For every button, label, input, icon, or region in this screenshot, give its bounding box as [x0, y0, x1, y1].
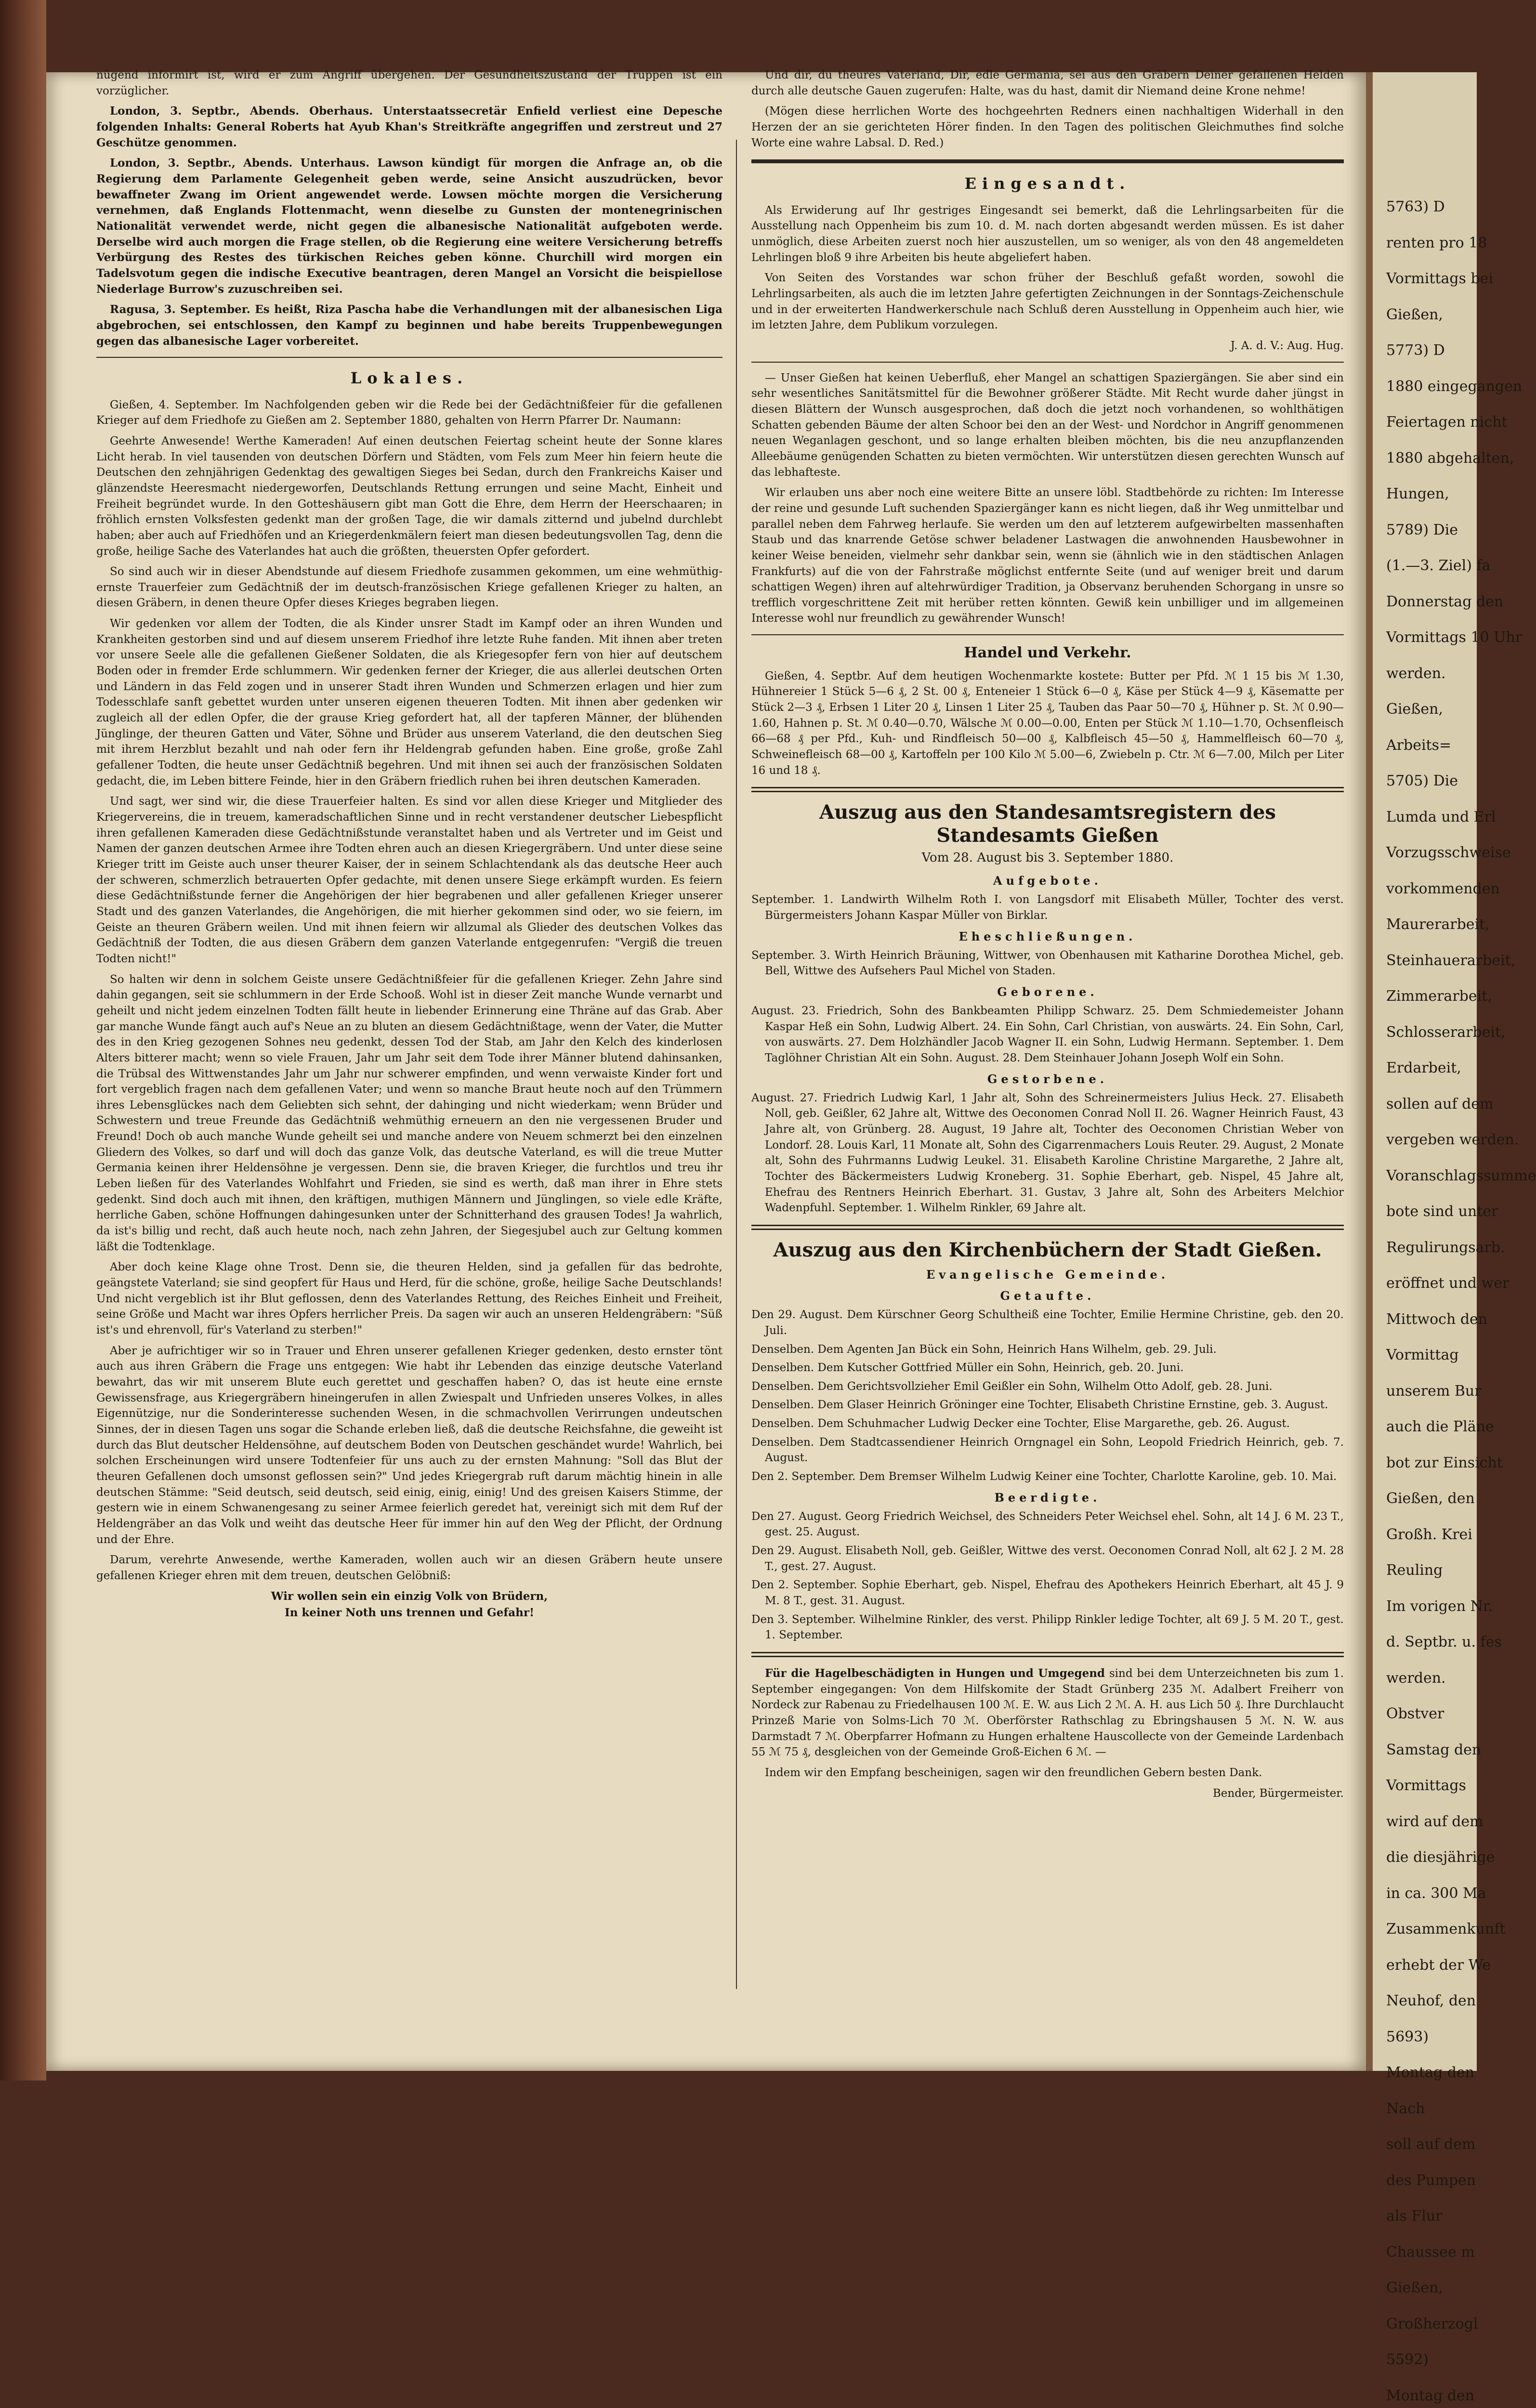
register-entry: Denselben. Dem Glaser Heinrich Gröninger eine Tochter, Elisabeth Christine Ernstine, geb. 3. August. — [751, 1399, 1328, 1412]
register-entry: Den 3. September. Wilhelmine Rinkler, des verst. Philipp Rinkler ledige Tochter, alt 69 J. 5 M. 20 T., gest. 1. September. — [751, 1613, 1344, 1642]
adjacent-page-fragment: d. Septbr. u. fes — [1386, 1634, 1502, 1650]
lokales-paragraph: Aber je aufrichtiger wir so in Trauer und Ehren unserer gefallenen Krieger gedenken, desto ernster tönt auch aus ihren Gräbern die Frage uns entgegen: Wie habt ihr Lebenden das einzige deutsche Vaterland bewahrt, das wir mit unserem Blute euch gerettet und geschaffen haben? O, das ist heute eine ernste Gewissensfrage, aus Kriegergräbern hineingerufen in allen Zwiespalt und Unfrieden unseres Volkes, in alles Eigennützige, nur die Sonderinteresse suchenden Wesen, in die schmachvollen Verirrungen undeutschen Sinnes, der in diesen Tagen uns sogar die Schande erleben ließ, daß die deutsche Reichsfahne, die geweiht ist durch das Blut deutscher Heldensöhne, auf deutschem Boden von Deutschen geschändet wurde! Wahrlich, bei solchen Erscheinungen wird unsere Todtenfeier für uns auch zu der ernsten Mahnung: "Soll das Blut der theuren Gefallenen doch umsonst geflossen sein?" Und jedes Kriegergrab ruft darum mächtig hinein in alle deutschen Stämme: "Seid deutsch, seid deutsch, seid einig, einig, einig! Und des greisen Kaisers Stimme, der gestern wie in einem Schwanengesang zu seiner Armee feierlich geredet hat, vereinigt sich mit dem Ruf der Heldengräber an das Volk und weiht das deutsche Heer für immer hin auf den Weg der Pflicht, der Ordnung und der Ehre. — [96, 1344, 722, 1546]
hagel-signature: Bender, Bürgermeister. — [1212, 1787, 1344, 1800]
hagel-notice — [751, 1666, 1344, 1760]
section-rule — [751, 634, 1344, 635]
register-entry: September. 1. Landwirth Wilhelm Roth I. von Langsdorf mit Elisabeth Müller, Tochter des verst. Bürgermeisters Johann Kaspar Müller von Birklar. — [751, 893, 1344, 922]
section-heading-handel: Handel und Verkehr. — [964, 644, 1131, 662]
adjacent-page-fragment: Gießen, — [1386, 2279, 1443, 2296]
adjacent-page-fragment: Montag den — [1386, 2064, 1475, 2081]
handel-paragraph: Gießen, 4. Septbr. Auf dem heutigen Wochenmarkte kostete: Butter per Pfd. ℳ 1 15 bis ℳ 1.30, Hühnereier 1 Stück 5—6 ₰, 2 St. 00 ₰, Enteneier 1 Stück 6—0 ₰, Käse per Stück 4—9 ₰, Käsematte per Stück 2—3 ₰, Erbsen 1 Liter 20 ₰, Linsen 1 Liter 25 ₰, Tauben das Paar 50—70 ₰, Hühner p. St. ℳ 0.90—1.60, Hahnen p. St. ℳ 0.40—0.70, Wälsche ℳ 0.00—0.00, Enten per Stück ℳ 1.10—1.70, Ochsenfleisch 66—68 ₰ per Pfd., Kuh- und Rindfleisch 50—00 ₰, Kalbfleisch 45—50 ₰, Hammelfleisch 60—70 ₰, Schweinefleisch 68—00 ₰, Kartoffeln per 100 Kilo ℳ 5.00—6, Zwiebeln p. Ctr. ℳ 6—7.00, Milch per Liter 16 und 18 ₰. — [751, 669, 1344, 777]
register-entry: Den 27. August. Georg Friedrich Weichsel, des Schneiders Peter Weichsel ehel. Sohn, alt 14 J. 6 M. 23 T., gest. 25. August. — [751, 1510, 1344, 1539]
adjacent-page-fragment: Chaussee m — [1386, 2243, 1475, 2261]
adjacent-page-fragment: als Flur — [1386, 2208, 1443, 2225]
adjacent-page-fragment: Gießen, den — [1386, 1490, 1475, 1507]
standesamt-heading: Auszug aus den Standesamtsregistern des Standesamts Gießen — [819, 801, 1276, 847]
adjacent-page-fragment: Im vorigen Nr. — [1386, 1597, 1493, 1615]
adjacent-page-fragment: in ca. 300 Ma — [1386, 1885, 1486, 1902]
lokales-paragraph: Gießen, 4. September. Im Nachfolgenden geben wir die Rede bei der Gedächtnißfeier für die gefallenen Krieger auf dem Friedhofe zu Gießen am 2. September 1880, gehalten von Herrn Pfarrer Dr. Naumann: — [96, 398, 722, 427]
adjacent-page-fragment: Samstag den — [1386, 1741, 1482, 1758]
telegram-paragraph: Ragusa, 3. September. Es heißt, Riza Pascha habe die Verhandlungen mit der albanesischen Liga abgebrochen, sei entschlossen, den Kampf zu beginnen und habe bereits Truppenbewegungen gegen das albanesische Lager vorbereitet. — [96, 303, 722, 348]
spaziergaenge-paragraph: Wir erlauben uns aber noch eine weitere Bitte an unsere löbl. Stadtbehörde zu richten: Im Interesse der reine und gesunde Luft suchenden Spaziergänger kann es nicht liegen, daß ihr Weg unmittelbar und parallel neben dem Fahrweg herlaufe. Sie werden um den auf letzterem aufgewirbelten massenhaften Staub und das knarrende Getöse schwer beladener Lastwagen die anwohnenden Hausbewohner in keiner Weise beneiden, vielmehr sehr dankbar sein, wenn sie (ähnlich wie in den städtischen Anlagen Frankfurts) auf die von der Fahrstraße möglichst entfernte Seite (und auf weniger breit und darum schattigen Wegen) ihren auf altehrwürdiger Tradition, ja Observanz beruhenden Schorgang in unsre so trefflich vorgeschrittene Zeit mit herüber retten könnten. Gewiß kein unbilliger und im allgemeinen Interesse wohl nur freundlich zu gewährender Wunsch! — [751, 486, 1344, 625]
section-heading-eingesandt: Eingesandt. — [964, 174, 1131, 193]
section-rule — [751, 1652, 1344, 1657]
adjacent-page-fragment: erhebt der We — [1386, 1956, 1491, 1974]
register-entry: Den 29. August. Elisabeth Noll, geb. Geißler, Wittwe des verst. Oeconomen Conrad Noll, alt 62 J. 2 M. 28 T., gest. 27. August. — [751, 1544, 1344, 1573]
column-divider — [736, 140, 737, 1989]
adjacent-page-fragment: auch die Pläne — [1386, 1418, 1494, 1435]
register-entry: Den 2. September. Sophie Eberhart, geb. Nispel, Ehefrau des Apothekers Heinrich Eberhart, alt 45 J. 9 M. 8 T., gest. 31. August. — [751, 1579, 1344, 1608]
adjacent-page-fragment: Voranschlagssumme — [1386, 1167, 1536, 1184]
adjacent-page-fragment: Zimmerarbeit, — [1386, 988, 1492, 1005]
editor-note: (Mögen diese herrlichen Worte des hochgeehrten Redners einen nachhaltigen Widerhall in den Herzen der an sie gerichteten Hörer finden. In den Tagen des politischen Gleichmuthes find solche Worte eine wahre Labsal. D. Red.) — [751, 105, 1344, 149]
lokales-paragraph: So sind auch wir in dieser Abendstunde auf diesem Friedhofe zusammen gekommen, um eine wehmüthig-ernste Trauerfeier zum Gedächtniß der im deutsch-französischen Kriege gefallenen Krieger zu halten, an diesen Gräbern, in denen theure Opfer dieses Krieges begraben liegen. — [96, 565, 722, 610]
hagel-closing: Indem wir den Empfang bescheinigen, sagen wir den freundlichen Gebern besten Dank. — [765, 1767, 1262, 1780]
lokales-paragraph: Wir gedenken vor allem der Todten, die als Kinder unsrer Stadt im Kampf oder an ihren Wunden und Krankheiten gestorben sind und auf diesem unserem Friedhof ihre letzte Ruhe fanden. Mit ihnen aber treten vor unsere Seele alle die gefallenen Gießener Soldaten, die als Kriegesopfer fern von hier auf deutschem Boden oder in fremder Erde schlummern. Wir gedenken ferner der Krieger, die aus allerlei deutschen Orten und Ländern in das Feld zogen und in unserer Stadt ihren Wunden und Schmerzen erlagen und hier zum Todesschlafe sanft gebettet wurden unter unseren eigenen theueren Todten. Mit ihnen aber gedenken wir zugleich all der edlen Opfer, die der grause Krieg gefordert hat, all der tapferen Männer, der blühenden Jünglinge, der theuren Gatten und Väter, Söhne und Brüder aus unserem Vaterland, die den deutschen Sieg mit ihrem Herzblut bezahlt und nah oder fern ihr Heldengrab gefunden haben. Eine große, große Zahl gefallener Todten, die heute unser Gedächtniß begehren. Und mit ihnen sei auch der französischen Soldaten gedacht, die, im Leben bittere Feinde, hier in den Gräbern friedlich ruhen bei ihren deutschen Kameraden. — [96, 617, 722, 787]
adjacent-page-fragment: Großh. Krei — [1386, 1526, 1472, 1543]
adjacent-page-fragment: Erdarbeit, — [1386, 1060, 1461, 1076]
adjacent-page-fragment: unserem Bur — [1386, 1382, 1482, 1400]
adjacent-page-fragment: Arbeits= — [1386, 736, 1452, 754]
standesamt-dates: Vom 28. August bis 3. September 1880. — [921, 851, 1174, 865]
lokales-paragraph: Darum, verehrte Anwesende, werthe Kameraden, wollen auch wir an diesen Gräbern heute unsere gefallenen Krieger ehren mit dem treuen, deutschen Gelöbniß: — [96, 1554, 722, 1582]
section-rule — [751, 362, 1344, 363]
adjacent-page-fragment: 5693) — [1386, 2028, 1429, 2045]
eingesandt-signature: J. A. d. V.: Aug. Hug. — [1230, 339, 1344, 352]
register-entry: Denselben. Dem Stadtcassendiener Heinrich Orngnagel ein Sohn, Leopold Friedrich Heinrich, geb. 7. August. — [751, 1436, 1344, 1465]
adjacent-page-fragment: Neuhof, den — [1386, 1992, 1476, 2009]
register-subheading: Aufgebote. — [993, 874, 1102, 888]
section-rule — [751, 159, 1344, 163]
adjacent-page-fragment: Vormittags 10 Uhr — [1386, 629, 1523, 646]
register-entry: Denselben. Dem Agenten Jan Bück ein Sohn, Heinrich Hans Wilhelm, geb. 29. Juli. — [751, 1343, 1217, 1356]
adjacent-page-fragment: (1.—3. Ziel) fa — [1386, 557, 1491, 574]
adjacent-page-fragment: Mittwoch den — [1386, 1310, 1488, 1328]
kirchenbuch-heading: Auszug aus den Kirchenbüchern der Stadt Gießen. — [773, 1239, 1322, 1262]
hagel-heading: Für die Hagelbeschädigten in Hungen und Umgegend — [765, 1667, 1105, 1680]
adjacent-page-fragment: 5789) Die — [1386, 521, 1458, 538]
adjacent-page-fragment: vorkommenden — [1386, 880, 1500, 897]
adjacent-page-fragment: bote sind unter — [1386, 1203, 1498, 1220]
telegram-paragraph: nügend informirt ist, wird er zum Angriff übergehen. Der Gesundheitszustand der Truppen ist ein vorzüglicher. — [96, 69, 722, 97]
book-binding — [0, 0, 46, 2081]
right-column — [751, 67, 1344, 1999]
adjacent-page-fragment: 1880 eingegangen — [1386, 378, 1523, 395]
left-column — [96, 67, 722, 1999]
section-rule — [751, 1225, 1344, 1230]
register-subheading: Beerdigte. — [994, 1490, 1101, 1505]
adjacent-page-fragment: 5705) Die — [1386, 772, 1458, 789]
adjacent-page-fragment: Zusammenkunft — [1386, 1921, 1506, 1937]
adjacent-page-fragment: wird auf dem — [1386, 1813, 1483, 1830]
register-subheading: Geborene. — [997, 985, 1098, 999]
eingesandt-paragraph: Von Seiten des Vorstandes war schon früher der Beschluß gefaßt worden, sowohl die Lehrlingsarbeiten, als auch die im letzten Jahre gefertigten Zeichnungen in der Sonntags-Zeichenschule und in der erweiterten Handwerkerschule nach Schluß deren Ausstellung in Oppenheim auch hier, wie im letzten Jahre, dem Publikum vorzulegen. — [751, 272, 1344, 332]
telegram-paragraph: London, 3. Septbr., Abends. Oberhaus. Unterstaatssecretär Enfield verliest eine Depesche folgenden Inhalts: General Roberts hat Ayub Khan's Streitkräfte angegriffen und zerstreut und 27 Geschütze genommen. — [96, 105, 722, 149]
adjacent-page-fragment: Vorzugsschweise — [1386, 844, 1511, 861]
register-entry: September. 3. Wirth Heinrich Bräuning, Wittwer, von Obenhausen mit Katharine Dorothea Michel, geb. Bell, Wittwe des Aufsehers Paul Michel von Staden. — [751, 949, 1344, 978]
lokales-paragraph: Aber doch keine Klage ohne Trost. Denn sie, die theuren Helden, sind ja gefallen für das bedrohte, geängstete Vaterland; sie sind geopfert für Haus und Herd, für die schöne, große, heilige Sache Deutschlands! Und nicht vergeblich ist ihr Blut geflossen, denn des Vaterlandes Rettung, des Reiches Einheit und Freiheit, seine Größe und Macht war ihres Opfers herrlicher Preis. Da sagen wir auch an unseren Heldengräbern: "Süß ist's und ehrenvoll, für's Vaterland zu sterben!" — [96, 1261, 722, 1336]
adjacent-page-fragment: 5773) D — [1386, 342, 1445, 359]
register-subheading: Gestorbene. — [987, 1072, 1108, 1086]
adjacent-page-fragment: soll auf dem — [1386, 2136, 1476, 2153]
adjacent-page-fragment: Lumda und Erl — [1386, 808, 1496, 825]
adjacent-page-fragment: Schlosserarbeit, — [1386, 1023, 1506, 1041]
register-entry: Denselben. Dem Gerichtsvollzieher Emil Geißler ein Sohn, Wilhelm Otto Adolf, geb. 28. Juni. — [751, 1380, 1273, 1393]
lokales-paragraph: Geehrte Anwesende! Werthe Kameraden! Auf einen deutschen Feiertag scheint heute der Sonne klares Licht herab. In viel tausenden von deutschen Dörfern und Städten, vom Fels zum Meer hin feiern heute die Deutschen den zehnjährigen Gedenktag des gewaltigen Sieges bei Sedan, durch den Frankreichs Kaiser und glänzendste Heeresmacht niedergeworfen, Deutschlands Rettung errungen und seine Macht, Einheit und Freiheit begründet wurde. In den Gotteshäusern gibt man Gott die Ehre, dem Herrn der Heerschaaren; in fröhlich ernsten Volksfesten gedenkt man der großen Tage, die wir damals zitternd und jubelnd durchlebt haben; aber auch auf Friedhöfen und an Kriegerdenkmälern feiert man diesen bedeutungsvollen Tag, denn die große, heilige Sache des Vaterlandes hat auch die größten, theuersten Opfer gefordert. — [96, 434, 722, 558]
lokales-paragraph: Und sagt, wer sind wir, die diese Trauerfeier halten. Es sind vor allen diese Krieger und Mitglieder des Kriegervereins, die in treuem, kameradschaftlichen Sinne und in recht verstandener deutscher Liebespflicht ihren gefallenen Kameraden diese Gedächtnißstunde veranstaltet haben und als Vertreter und im Geist und Namen der ganzen deutschen Armee ihre Todten ehren auch an diesen Kriegergräbern. Und unter diese seine Krieger tritt im Geiste auch unser theurer Kaiser, der in seinem Schlachtendank als das deutsche Heer auch der schweren, schmerzlich betrauerten Opfer gedachte, mit denen unsere Siege erkämpft wurden. Es feiern diese Gedächtnißstunde ferner die Angehörigen der hier begrabenen und aller gefallenen Krieger unserer Stadt und des ganzen Vaterlandes, die Angehörigen, die mit hierher gekommen sind oder, wo sie feiern, im Geiste an theuren Gräbern weilen. Und mit ihnen feiern wir allzumal als Glieder des deutschen Volkes das Gedächtniß der Todten, die aus diesen Gräbern dem ganzen Vaterlande entgegenrufen: "Vergiß die treuen Todten nicht!" — [96, 795, 722, 965]
adjacent-page-fragment: 1880 abgehalten, — [1386, 449, 1514, 467]
lokales-paragraph: So halten wir denn in solchem Geiste unsere Gedächtnißfeier für die gefallenen Krieger. Zehn Jahre sind dahin gegangen, seit sie schlummern in der Erde Schooß. Wohl ist in dieser Zeit manche Wunde vernarbt und geheilt und nicht jedem einzelnen Todten fällt heute in liebender Erinnerung eine Thräne auf das Grab. Aber gar manche Wunde fängt auch auf's Neue an zu bluten an diesem Gedächtnißtage, wenn der Vater, die Mutter des in den Krieg gezogenen Sohnes neu gedenkt, dessen Tod der Stab, am Jahr den Kelch des kinderlosen Alters bitterer macht; wenn so viele Frauen, Jahr um Jahr seit dem Tode ihrer Männer blutend dahinsanken, die Trübsal des Wittwenstandes Jahr um Jahr nur schwerer empfinden, und wenn verwaiste Kinder fort und fort vergeblich fragen nach dem gefallenen Vater; und wenn so manche Braut heute noch auf den Trümmern ihres Lebensglückes nach dem Geliebten sich sehnt, der dahinging und nicht wiederkam; wenn Brüder und Schwestern und treue Freunde das Gedächtniß wehmüthig erneuern an den nie vergessenen Bruder und Freund! Doch ob auch manche Wunde geheilt sei und manche andere von Neuem schmerzt bei den einzelnen Gliedern des Volkes, so darf und will doch das ganze Volk, das deutsche Vaterland, es will die treue Mutter Germania keinen ihrer Heldensöhne je vergessen. Denn sie, die braven Krieger, die furchtlos und treu ihr Leben ließen für des Vaterlandes Wohlfahrt und Frieden, sie sind es werth, daß man ihrer in Ehre stets gedenkt. Sind doch auch mit ihnen, den kräftigen, muthigen Männern und Jünglingen, so viele edle Kräfte, herrliche Gaben, schöne Hoffnungen dahingesunken unter der Schnitterhand des grausen Todes! Ja wahrlich, da ist's billig und recht, daß auch heute noch, nach zehn Jahren, der Siegesjubel auch zur Geltung kommen läßt die Todtenklage. — [96, 973, 722, 1253]
kirchenbuch-subtitle: Evangelische Gemeinde. — [926, 1268, 1169, 1282]
adjacent-page-fragments — [1373, 72, 1536, 2408]
adjacent-page-fragment: Gießen, — [1386, 306, 1443, 323]
adjacent-page-fragment: Vormittag — [1386, 1347, 1459, 1363]
section-rule — [96, 357, 722, 358]
adjacent-page-fragment: 5763) D — [1386, 198, 1445, 215]
register-entry: August. 23. Friedrich, Sohn des Bankbeamten Philipp Schwarz. 25. Dem Schmiedemeister Johann Kaspar Heß ein Sohn, Ludwig Albert. 24. Ein Sohn, Carl Christian, von auswärts. 24. Ein Sohn, Carl, von auswärts. 27. Dem Holzhändler Jacob Wagner II. ein Sohn, Ludwig Hermann. September. 1. Dem Taglöhner Christian Alt ein Sohn. August. 28. Dem Steinhauer Johann Joseph Wolf ein Sohn. — [751, 1005, 1344, 1065]
spaziergaenge-paragraph: — Unser Gießen hat keinen Ueberfluß, eher Mangel an schattigen Spaziergängen. Sie aber sind ein sehr wesentliches Sanitätsmittel für die Bewohner größerer Städte. Mit Recht wurde daher jüngst in diesen Blättern der Wunsch ausgesprochen, daß doch die jetzt noch vorhandenen, so wohlthätigen Schatten gebenden Bäume der alten Schoor bei den an der West- und Nordchor in Angriff genommenen neuen Weganlagen geschont, und so lange erhalten bleiben möchten, bis die neu anzupflanzenden Alleebäume genügenden Schatten zu bieten vermöchten. Wir unterstützen diesen gerechten Wunsch auf das lebhafteste. — [751, 371, 1344, 479]
adjacent-page-fragment: werden. — [1386, 665, 1446, 682]
adjacent-page-fragment: Vormittags bei — [1386, 270, 1494, 287]
register-entry: Den 2. September. Dem Bremser Wilhelm Ludwig Keiner eine Tochter, Charlotte Karoline, geb. 10. Mai. — [751, 1470, 1337, 1483]
adjacent-page-fragment: vergeben werden. — [1386, 1131, 1519, 1148]
adjacent-page-fragment: eröffnet und wer — [1386, 1275, 1510, 1292]
eingesandt-paragraph: Als Erwiderung auf Ihr gestriges Eingesandt sei bemerkt, daß die Lehrlingsarbeiten für die Ausstellung nach Oppenheim bis zum 10. d. M. nach dorten abgesandt werden müssen. Es ist daher unmöglich, diese Arbeiten zuerst noch hier auszustellen, um so weniger, als von den 48 angemeldeten Lehrlingen bloß 9 ihre Arbeiten bis heute abgeliefert haben. — [751, 204, 1344, 264]
adjacent-page-fragment: 5592) — [1386, 2351, 1429, 2368]
adjacent-page-fragment: Gießen, — [1386, 701, 1443, 718]
register-subheading: Getaufte. — [1000, 1289, 1095, 1303]
register-entry: August. 27. Friedrich Ludwig Karl, 1 Jahr alt, Sohn des Schreinermeisters Julius Heck. 27. Elisabeth Noll, geb. Geißler, 62 Jahre alt, Wittwe des Oeconomen Conrad Noll II. 26. Wagner Heinrich Faust, 43 Jahre alt, von Grünberg. 28. August, 19 Jahre alt, Tochter des Oeconomen Christian Weber von Londorf. 28. Louis Karl, 11 Monate alt, Sohn des Cigarrenmachers Louis Reuter. 29. August, 2 Monate alt, Sohn des Fuhrmanns Ludwig Leukel. 31. Elisabeth Karoline Christine Margarethe, 2 Jahre alt, Tochter des Bäckermeisters Ludwig Kroneberg. 31. Sophie Eberhart, geb. Nispel, 45 Jahre alt, Ehefrau des Rentners Heinrich Eberhart. 31. Gustav, 3 Jahre alt, Sohn des Arbeiters Melchior Wadenpfuhl. September. 1. Wilhelm Rinkler, 69 Jahre alt. — [751, 1091, 1344, 1215]
hagel-paragraph: sind bei dem Unterzeichneten bis zum 1. September eingegangen: Von dem Hilfskomite der Stadt Grünberg 235 ℳ. Adalbert Freiherr von Nordeck zur Rabenau zu Friedelhausen 100 ℳ. E. W. aus Lich 2 ℳ. A. H. aus Lich 50 ₰. Ihre Durchlaucht Prinzeß Marie von Solms-Lich 70 ℳ. Oberförster Rathschlag zu Ebringshausen 5 ℳ. N. W. aus Darmstadt 7 ℳ. Oberpfarrer Hofmann zu Hungen erhaltene Hauscollecte von der Gemeinde Lardenbach 55 ℳ 75 ₰, desgleichen von der Gemeinde Groß-Eichen 6 ℳ. — — [751, 1667, 1344, 1759]
section-rule — [751, 787, 1344, 792]
adjacent-page-fragment: sollen auf dem — [1386, 1095, 1494, 1112]
adjacent-page-fragment: Maurerarbeit, — [1386, 916, 1490, 933]
adjacent-page-fragment: bot zur Einsicht — [1386, 1454, 1503, 1471]
adjacent-page-fragment: Steinhauerarbeit, — [1386, 952, 1516, 969]
adjacent-page-fragment: Vormittags — [1386, 1777, 1466, 1794]
adjacent-page-fragment: Obstver — [1386, 1705, 1444, 1722]
telegram-paragraph: London, 3. Septbr., Abends. Unterhaus. Lawson kündigt für morgen die Anfrage an, ob die Regierung dem Parlamente Gelegenheit geben werde, seine Ansicht auszudrücken, bevor bewaffneter Zwang im Orient angewendet werde. Lowsen möchte morgen die Versicherung vernehmen, daß Englands Flottenmacht, wenn dieselbe zu Gunsten der montenegrinischen Nationalität verwendet werde, nicht gegen die albanesische Nationalität aufgeboten werde. Derselbe wird auch morgen die Frage stellen, ob die Regierung eine weitere Versicherung betreffs Verbürgung des Restes des türkischen Reiches geben könne. Churchill wird morgen ein Tadelsvotum gegen die indische Executive beantragen, deren Mangel an Vorsicht die beispiellose Niederlage Burrow's zuzuschreiben sei. — [96, 157, 722, 296]
adjacent-page-fragment: Donnerstag den — [1386, 593, 1504, 610]
adjacent-page-fragment: werden. — [1386, 1669, 1446, 1687]
section-heading-lokales: Lokales. — [350, 369, 469, 388]
adjacent-page-strip — [1366, 72, 1536, 2404]
register-entry: Den 29. August. Dem Kürschner Georg Schultheiß eine Tochter, Emilie Hermine Christine, geb. den 20. Juli. — [751, 1309, 1344, 1337]
closing-line: In keiner Noth uns trennen und Gefahr! — [284, 1606, 535, 1620]
register-entry: Denselben. Dem Kutscher Gottfried Müller ein Sohn, Heinrich, geb. 20. Juni. — [751, 1361, 1184, 1374]
adjacent-page-fragment: Nach — [1386, 2100, 1425, 2117]
adjacent-page-fragment: des Pumpen — [1386, 2172, 1476, 2189]
adjacent-page-fragment: Regulirungsarb. — [1386, 1239, 1505, 1256]
register-subheading: Eheschließungen. — [958, 929, 1137, 943]
adjacent-page-fragment: renten pro 18 — [1386, 234, 1487, 251]
register-entry: Denselben. Dem Schuhmacher Ludwig Decker eine Tochter, Elise Margarethe, geb. 26. August. — [751, 1417, 1290, 1430]
intro-paragraph: Und dir, du theures Vaterland, Dir, edle Germania, sei aus den Gräbern Deiner gefallenen Helden durch alle deutsche Gauen zugerufen: Halte, was du hast, damit dir Niemand deine Krone nehme! — [751, 69, 1344, 97]
closing-line: Wir wollen sein ein einzig Volk von Brüdern, — [271, 1589, 548, 1603]
adjacent-page-fragment: die diesjährige — [1386, 1849, 1495, 1866]
adjacent-page-fragment: Feiertagen nicht — [1386, 414, 1508, 431]
adjacent-page-fragment: Reuling — [1386, 1562, 1443, 1579]
adjacent-page-fragment: Montag den — [1386, 2387, 1475, 2404]
adjacent-page-fragment: Hungen, — [1386, 485, 1449, 502]
adjacent-page-fragment: Großherzogl — [1386, 2315, 1478, 2332]
